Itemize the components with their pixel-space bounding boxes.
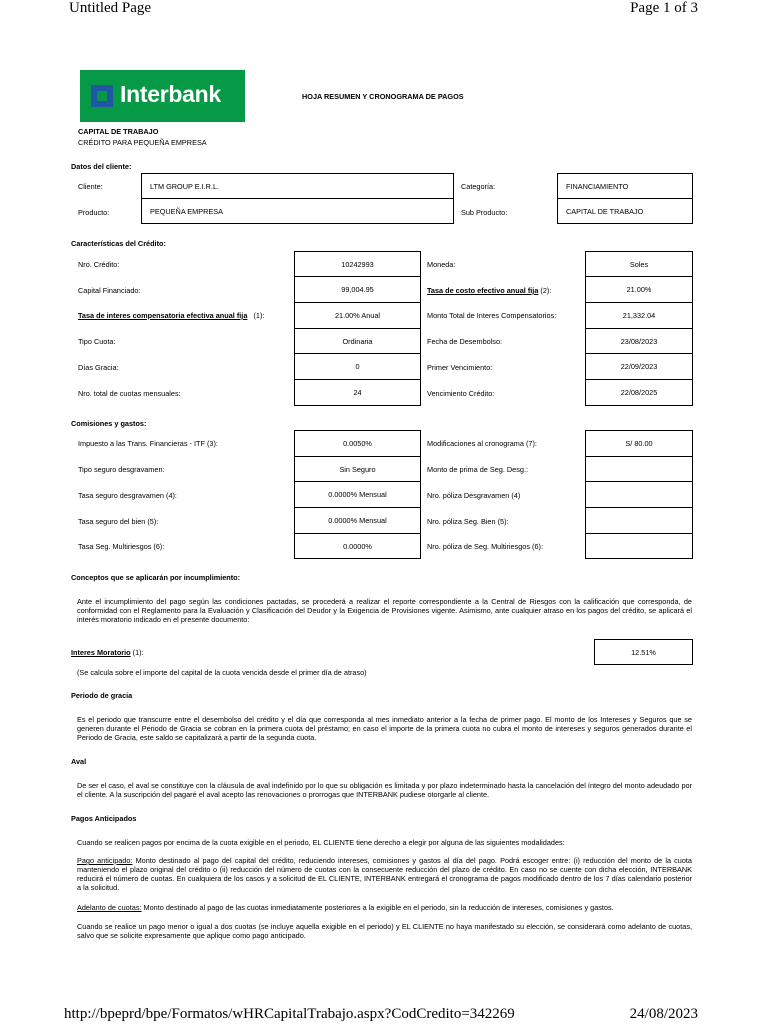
interbank-logo-mark-icon [91,85,113,107]
value-dias-gracia: 0 [294,353,421,380]
value-nro-cuotas: 24 [294,379,421,406]
value-capital-financiado: 99,004.95 [294,276,421,303]
label-poliza-multiriesgos: Nro. póliza de Seg. Multiriesgos (6): [427,542,543,551]
value-tasa-interes: 21.00% Anual [294,302,421,329]
field-producto: PEQUEÑA EMPRESA [141,198,454,224]
label-poliza-desgravamen: Nro. póliza Desgravamen (4) [427,491,521,500]
value-tasa-multiriesgos: 0.0000% [294,533,421,559]
interbank-logo [80,70,245,122]
section-credit-title: Características del Crédito: [71,239,166,248]
value-tipo-cuota: Ordinaria [294,328,421,354]
value-itf: 0.0050% [294,430,421,457]
value-vencimiento-credito: 22/08/2025 [585,379,693,406]
prepay-closing-paragraph: Cuando se realice un pago menor o igual a dos cuotas (se incluye aquella exigible en el periodo) y EL CLIENTE no haya manifestado su elección, se considerará como adelanto de cuotas, salvo que se solicite expresamente que aplique como pago anticipado. [77,922,692,940]
label-interes-moratorio: Interes Moratorio (1): [71,648,144,657]
document-subtitle-type: CRÉDITO PARA PEQUEÑA EMPRESA [78,138,207,147]
label-subproducto: Sub Producto: [461,208,508,217]
value-poliza-bien [585,507,693,534]
label-cliente: Cliente: [78,182,103,191]
value-tcea: 21.00% [585,276,693,303]
value-tipo-seguro-desgravamen: Sin Seguro [294,456,421,482]
label-dias-gracia: Días Gracia: [78,363,119,372]
section-commissions-title: Comisiones y gastos: [71,419,147,428]
page-footer-url: http://bpeprd/bpe/Formatos/wHRCapitalTrabajo.aspx?CodCredito=342269 [64,1006,515,1022]
section-default-title: Conceptos que se aplicarán por incumplimiento: [71,573,241,582]
value-monto-prima [585,456,693,482]
page-header-title: Untitled Page [69,0,152,16]
prepay-anticipado-paragraph: Pago anticipado: Monto destinado al pago del capital del crédito, reduciendo intereses, comisiones y gastos al día del pago. Podrá escoger entre: (i) reducción del monto de la cuota manteniendo el plazo original del crédito o (ii) reducción del número de cuotas con la consecuente reducción del plazo de crédito. En caso no se cuente con dicha elección, INTERBANK reducirá el número de cuotas. En cualquiera de los casos y a solicitud de EL CLIENTE, INTERBANK entregará el cronograma de pagos modificado dentro de los 7 días calendario posterior a la solicitud. [77,856,692,892]
moratorio-note: (Se calcula sobre el importe del capital de la cuota vencida desde el primer día de atraso) [77,668,367,677]
label-fecha-desembolso: Fecha de Desembolso: [427,337,503,346]
field-categoria: FINANCIAMIENTO [557,173,693,199]
value-poliza-multiriesgos [585,533,693,559]
prepay-intro: Cuando se realicen pagos por encima de la cuota exigible en el periodo, EL CLIENTE tiene derecho a elegir por alguna de las siguientes modalidades: [77,838,565,847]
grace-paragraph: Es el periodo que transcurre entre el desembolso del crédito y el día que corresponda al mes inmediato anterior a la fecha de primer pago. El monto de los Intereses y Seguros que se generen durante el Periodo de Gracia se cobran en la primera cuota del préstamo; en caso el importe de la primera cuota no cubra el monto de intereses y seguros generados durante el Periodo de Gracia, este saldo se capitalizará a partir de la segunda cuota. [77,715,692,742]
label-tipo-cuota: Tipo Cuota: [78,337,116,346]
label-modificaciones-cronograma: Modificaciones al cronograma (7): [427,439,537,448]
field-subproducto: CAPITAL DE TRABAJO [557,198,693,224]
label-tcea: Tasa de costo efectivo anual fija (2): [427,286,552,295]
value-moneda: Soles [585,251,693,277]
value-fecha-desembolso: 23/08/2023 [585,328,693,354]
section-aval-title: Aval [71,757,87,766]
label-nro-cuotas: Nro. total de cuotas mensuales: [78,389,181,398]
label-monto-prima: Monto de prima de Seg. Desg.: [427,465,528,474]
value-monto-intereses: 21,332.04 [585,302,693,329]
document-title: HOJA RESUMEN Y CRONOGRAMA DE PAGOS [302,92,464,101]
value-modificaciones-cronograma: S/ 80.00 [585,430,693,457]
label-tasa-interes: Tasa de interes compensatoria efectiva anual fija (1): [78,311,265,320]
value-interes-moratorio: 12.51% [594,639,693,665]
section-client-title: Datos del cliente: [71,162,132,171]
label-poliza-bien: Nro. póliza Seg. Bien (5): [427,517,509,526]
section-grace-title: Periodo de gracia [71,691,133,700]
label-nro-credito: Nro. Crédito: [78,260,120,269]
default-paragraph: Ante el incumplimiento del pago según las condiciones pactadas, se procederá a realizar el reporte correspondiente a la Central de Riesgos con la calificación que corresponda, de conformidad con el Reglamento para la Evaluación y Clasificación del Deudor y la Exigencia de Provisiones vigente. Asimismo, ante cualquier atraso en los pagos del crédito, se aplicará el interés moratorio indicado en el presente documento: [77,597,692,624]
page-header-number: Page 1 of 3 [630,0,698,16]
aval-paragraph: De ser el caso, el aval se constituye con la cláusula de aval indefinido por lo que su obligación es limitada y por plazo indeterminado hasta la cancelación del íntegro del monto adeudado por el cliente. A la suscripción del pagaré el aval acepto las renovaciones o prorrogas que INTERBANK pudiese otorgarle al cliente. [77,781,692,799]
value-tasa-seguro-bien: 0.0000% Mensual [294,507,421,534]
document-subtitle-product: CAPITAL DE TRABAJO [78,127,159,136]
label-tasa-seguro-desgravamen: Tasa seguro desgravamen (4): [78,491,177,500]
label-vencimiento-credito: Vencimiento Crédito: [427,389,495,398]
page-footer-date: 24/08/2023 [629,1006,698,1022]
value-poliza-desgravamen [585,481,693,508]
interbank-logo-text: Interbank [120,81,221,107]
value-primer-vencimiento: 22/09/2023 [585,353,693,380]
label-primer-vencimiento: Primer Vencimiento: [427,363,493,372]
section-prepay-title: Pagos Anticipados [71,814,137,823]
label-tasa-multiriesgos: Tasa Seg. Multiriesgos (6): [78,542,165,551]
label-monto-intereses: Monto Total de Interes Compensatorios: [427,311,557,320]
prepay-adelanto-paragraph: Adelanto de cuotas: Monto destinado al pago de las cuotas inmediatamente posteriores a la exigible en el periodo, sin la reducción de intereses, comisiones y gastos. [77,903,614,912]
label-categoria: Categoría: [461,182,496,191]
label-producto: Producto: [78,208,110,217]
label-tipo-seguro-desgravamen: Tipo seguro desgravamen: [78,465,165,474]
value-tasa-seguro-desgravamen: 0.0000% Mensual [294,481,421,508]
label-capital-financiado: Capital Financiado: [78,286,141,295]
field-cliente: LTM GROUP E.I.R.L. [141,173,454,199]
label-itf: Impuesto a las Trans. Financieras - ITF (3): [78,439,218,448]
label-tasa-seguro-bien: Tasa seguro del bien (5): [78,517,159,526]
label-moneda: Moneda: [427,260,456,269]
value-nro-credito: 10242993 [294,251,421,277]
